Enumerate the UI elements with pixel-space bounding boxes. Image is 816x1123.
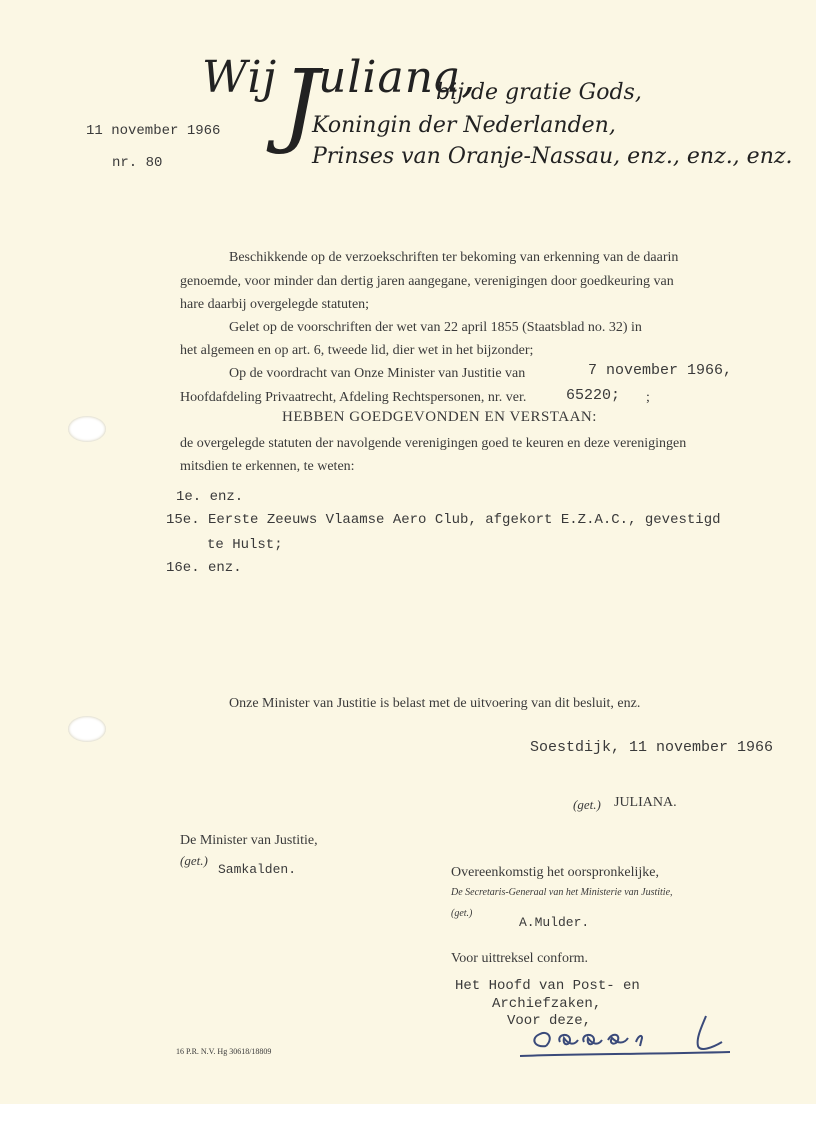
queen-signature: JULIANA. [614,795,677,810]
paragraph-2-line-2: het algemeen en op art. 6, tweede lid, dier wet in het bijzonder; [180,343,534,358]
minister-get: (get.) [180,853,208,868]
paragraph-3-line-1: Op de voordracht van Onze Minister van Justitie van [229,366,526,381]
extract-line: Voor uittreksel conform. [451,951,588,966]
handwritten-signature [516,1008,736,1060]
proposal-date: 7 november 1966, [588,362,733,379]
paragraph-4-line-2: mitsdien te erkennen, te weten: [180,459,355,474]
archive-line-2: Archiefzaken, [492,996,602,1012]
registration-number: 65220; [566,387,621,404]
heading-line-2: Koningin der Nederlanden, [312,113,616,138]
minister-title: De Minister van Justitie, [180,833,318,848]
punch-hole-bottom [68,716,106,742]
document-number: nr. 80 [112,155,163,171]
heading-line-1-rest: bij de gratie Gods, [436,80,642,105]
list-item-16: 16e. enz. [166,560,242,576]
conform-line: Overeenkomstig het oorspronkelijke, [451,865,660,880]
heading-initial-j: J [282,50,319,157]
archive-line-1: Het Hoofd van Post- en [455,978,640,994]
page-bottom-margin [0,1104,816,1123]
heading-wij: Wij [202,52,278,103]
secretary-name: A.Mulder. [519,915,590,930]
punch-hole-top [68,416,106,442]
secretary-title: De Secretaris-Generaal van het Ministerie van Justitie, [451,887,673,898]
list-item-15-line-1: 15e. Eerste Zeeuws Vlaamse Aero Club, afgekort E.Z.A.C., gevestigd [166,512,721,528]
printer-code: 16 P.R. N.V. Hg 30618/18809 [176,1047,272,1056]
decree-heading: HEBBEN GOEDGEVONDEN EN VERSTAAN: [282,409,597,425]
paragraph-3-line-2: Hoofdafdeling Privaatrecht, Afdeling Rechtspersonen, nr. ver. [180,390,527,405]
paragraph-1-line-2: genoemde, voor minder dan dertig jaren aangegane, verenigingen door goedkeuring van [180,274,674,289]
closing-sentence: Onze Minister van Justitie is belast met de uitvoering van dit besluit, enz. [229,696,641,711]
queen-get: (get.) [573,797,601,812]
archive-line-3: Voor deze, [507,1013,592,1029]
heading-juliana: uliana, [318,52,477,103]
minister-name: Samkalden. [218,862,297,877]
heading-line-3: Prinses van Oranje-Nassau, enz., enz., enz. [312,144,793,169]
list-item-15-line-2: te Hulst; [207,537,283,553]
place-and-date: Soestdijk, 11 november 1966 [530,739,774,756]
paragraph-4-line-1: de overgelegde statuten der navolgende verenigingen goed te keuren en deze verenigingen [180,436,687,451]
registration-trailing-semicolon: ; [646,390,650,405]
secretary-get: (get.) [451,908,473,919]
document-date: 11 november 1966 [86,123,221,139]
paragraph-1-line-3: hare daarbij overgelegde statuten; [180,297,370,312]
list-item-1: 1e. enz. [176,489,244,505]
paragraph-2-line-1: Gelet op de voorschriften der wet van 22 april 1855 (Staatsblad no. 32) in [229,320,642,335]
paragraph-1-line-1: Beschikkende op de verzoekschriften ter bekoming van erkenning van de daarin [229,250,679,265]
